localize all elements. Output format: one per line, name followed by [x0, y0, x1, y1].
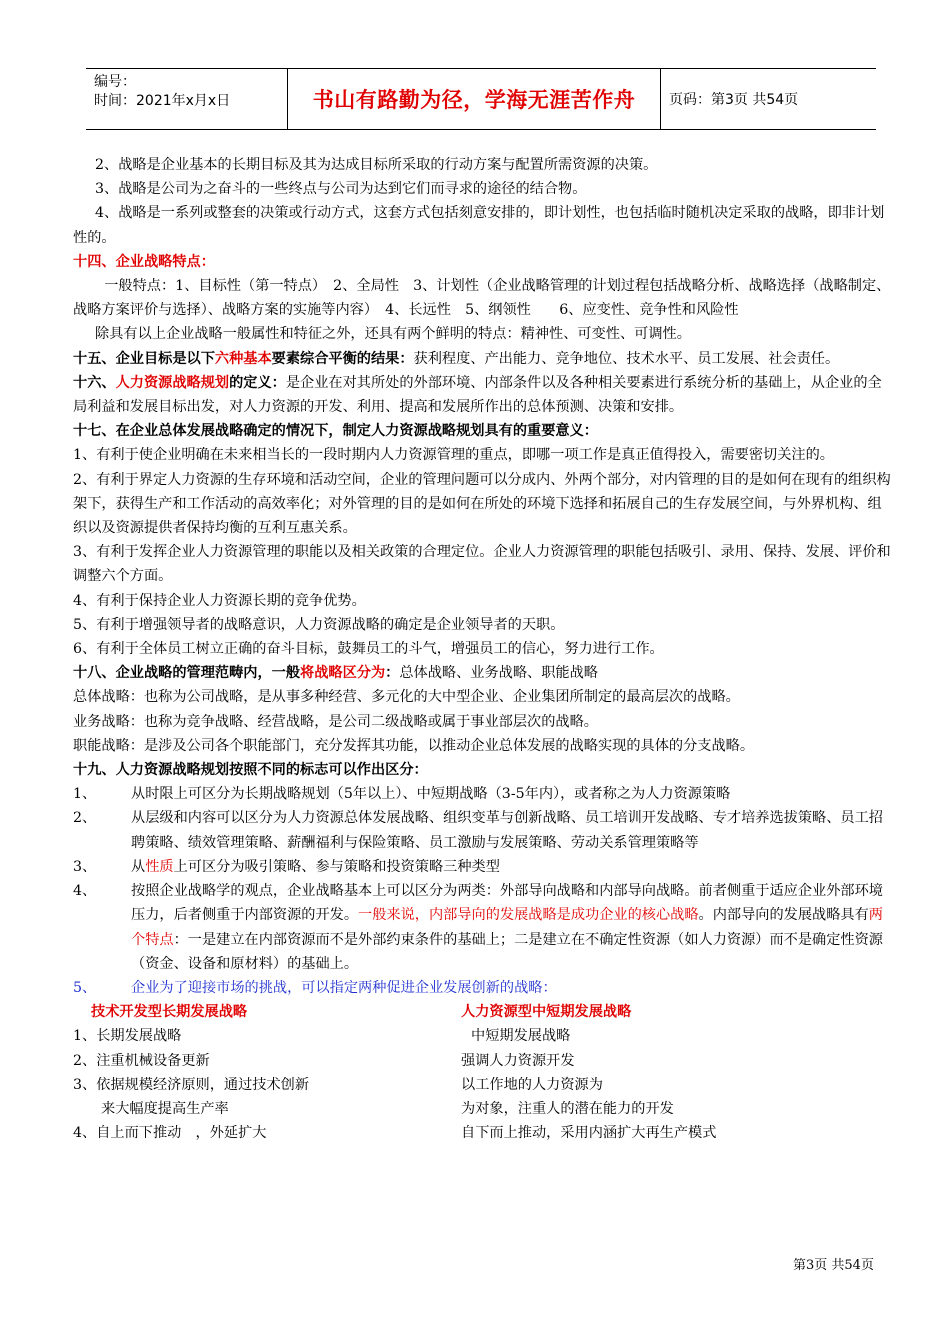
- page-header: [86, 68, 876, 130]
- section-heading-14: 十四、企业战略特点：: [73, 253, 215, 270]
- header-time: 时间：2021年x月x日: [94, 93, 231, 109]
- list-item: 4、有利于保持企业人力资源长期的竞争优势。: [73, 592, 366, 609]
- paragraph: 一般特点：1、目标性（第一特点） 2、全局性 3、计划性（企业战略管理的计划过程包括战略分析、战略选择（战略制定、战略方案评价与选择）、战略方案的实施等内容） 4、长远性 5、纲领性 6、应变性、竞争性和风险性: [73, 278, 891, 319]
- list-item: 3、有利于发挥企业人力资源管理的职能以及相关政策的合理定位。企业人力资源管理的职能包括吸引、录用、保持、发展、评价和调整六个方面。: [73, 544, 891, 585]
- comparison-header: [73, 1000, 893, 1024]
- section-heading-19: 十九、人力资源战略规划按照不同的标志可以作出区分：: [73, 762, 428, 779]
- paragraph: 总体战略：也称为公司战略，是从事多种经营、多元化的大中型企业、企业集团所制定的最高层次的战略。: [73, 689, 740, 706]
- paragraph: 4、战略是一系列或整套的决策或行动方式，这套方式包括刻意安排的，即计划性，也包括临时随机决定采取的战略，即非计划性的。: [73, 205, 885, 246]
- list-item: 4、 按照企业战略学的观点，企业战略基本上可以区分为两类：外部导向战略和内部导向战略。前者侧重于适应企业外部环境压力，后者侧重于内部资源的开发。一般来说，内部导向的发展战略是成功企业的核心战略。内部导向的发展战略具有两个特点：一是建立在内部资源而不是外部约束条件的基础上；二是建立在不确定性资源（如人力资源）而不是确定性资源（资金、设备和原材料）的基础上。: [73, 883, 883, 972]
- section-heading-16: 十六、人力资源战略规划的定义：: [73, 374, 286, 391]
- comparison-row: 3、依据规模经济原则，通过技术创新 以工作地的人力资源为: [73, 1076, 603, 1093]
- comparison-row: 1、长期发展战略 中短期发展战略: [73, 1028, 571, 1045]
- paragraph: 业务战略：也称为竞争战略、经营战略，是公司二级战略或属于事业部层次的战略。: [73, 713, 598, 730]
- comparison-row: 来大幅度提高生产率 为对象，注重人的潜在能力的开发: [101, 1100, 674, 1117]
- list-item: 2、 从层级和内容可以区分为人力资源总体发展战略、组织变革与创新战略、员工培训开发战略、专才培养选拔策略、员工招聘策略、绩效管理策略、薪酬福利与保险策略、员工激励与发展策略、劳动关系管理策略等: [73, 810, 883, 851]
- section-heading-18: 十八、企业战略的管理范畴内，一般将战略区分为：: [73, 665, 400, 682]
- paragraph: 除具有以上企业战略一般属性和特征之外，还具有两个鲜明的特点：精神性、可变性、可调性。: [95, 326, 691, 343]
- paragraph: 2、战略是企业基本的长期目标及其为达成目标所采取的行动方案与配置所需资源的决策。: [95, 157, 658, 173]
- section-heading-17: 十七、在企业总体发展战略确定的情况下，制定人力资源战略规划具有的重要意义：: [73, 423, 598, 440]
- section-heading-15: 十五、企业目标是以下六种基本要素综合平衡的结果：: [73, 350, 414, 367]
- header-meta: [86, 69, 288, 129]
- document-body: [73, 153, 893, 1145]
- paragraph: 3、战略是公司为之奋斗的一些终点与公司为达到它们而寻求的途径的结合物。: [95, 181, 587, 198]
- col-left-title: 技术开发型长期发展战略: [91, 1004, 248, 1021]
- list-item: 5、有利于增强领导者的战略意识，人力资源战略的确定是企业领导者的天职。: [73, 616, 565, 633]
- list-item: 3、 从性质上可区分为吸引策略、参与策略和投资策略三种类型: [73, 858, 500, 875]
- comparison-row: 4、自上而下推动 ，外延扩大 自下而上推动，采用内涵扩大再生产模式: [73, 1125, 717, 1142]
- header-code-label: 编号：: [94, 74, 136, 90]
- col-right-title: 人力资源型中短期发展战略: [461, 1004, 632, 1021]
- list-item: 1、有利于使企业明确在未来相当长的一段时期内人力资源管理的重点，即哪一项工作是真正值得投入，需要密切关注的。: [73, 447, 834, 464]
- comparison-row: 2、注重机械设备更新 强调人力资源开发: [73, 1052, 575, 1069]
- list-item: 2、有利于界定人力资源的生存环境和活动空间，企业的管理问题可以分成内、外两个部分，对内管理的目的是如何在现有的组织构架下，获得生产和工作活动的高效率化；对外管理的目的是如何在所处的环境下选择和拓展自己的生存发展空间，与外界机构、组织以及资源提供者保持均衡的互利互惠关系。: [73, 471, 891, 537]
- header-page-number: 页码：第3页 共54页: [669, 92, 799, 108]
- list-item: 6、有利于全体员工树立正确的奋斗目标，鼓舞员工的斗气，增强员工的信心，努力进行工作。: [73, 641, 664, 658]
- section-16: 十六、人力资源战略规划的定义：是企业在对其所处的外部环境、内部条件以及各种相关要素进行系统分析的基础上，从企业的全局利益和发展目标出发，对人力资源的开发、利用、提高和发展所作出的总体预测、决策和安排。: [73, 374, 882, 416]
- paragraph: 职能战略：是涉及公司各个职能部门，充分发挥其功能，以推动企业总体发展的战略实现的具体的分支战略。: [73, 737, 755, 754]
- section-18: 十八、企业战略的管理范畴内，一般将战略区分为：总体战略、业务战略、职能战略: [73, 665, 598, 682]
- header-motto: 书山有路勤为径，学海无涯苦作舟: [288, 69, 661, 129]
- footer-page-number: 第3页 共54页: [793, 1258, 874, 1273]
- list-item: 5、 企业为了迎接市场的挑战，可以指定两种促进企业发展创新的战略：: [73, 979, 557, 996]
- list-item: 1、 从时限上可区分为长期战略规划（5年以上）、中短期战略（3-5年内），或者称之为人力资源策略: [73, 786, 731, 803]
- section-15: 十五、企业目标是以下六种基本要素综合平衡的结果：获利程度、产出能力、竞争地位、技术水平、员工发展、社会责任。: [73, 350, 840, 367]
